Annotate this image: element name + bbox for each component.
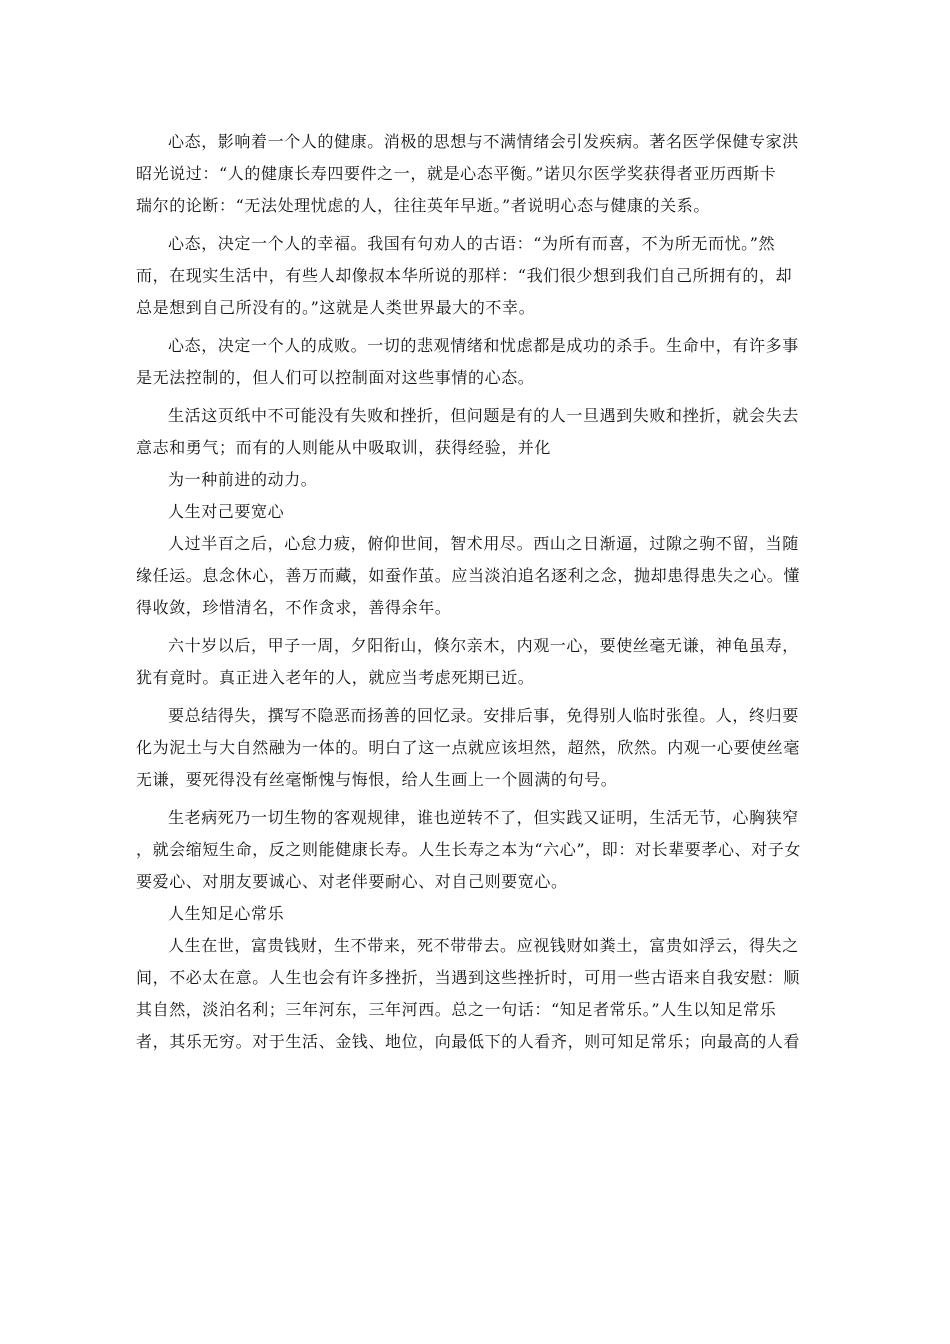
paragraph-mindset-happiness bbox=[136, 228, 818, 324]
text-line: 六十岁以后，甲子一周，夕阳衔山，倏尔亲木，内观一心，要使丝毫无谦，神龟虽寿， bbox=[168, 636, 799, 655]
text-line: 意志和勇气；而有的人则能从中吸取训，获得经验，并化 bbox=[136, 438, 552, 457]
document-body bbox=[136, 126, 818, 1058]
text-line: 其自然，淡泊名利；三年河东，三年河西。总之一句话：“知足者常乐。”人生以知足常乐 bbox=[136, 1000, 777, 1019]
text-line: 要总结得失，撰写不隐恶而扬善的回忆录。安排后事，免得别人临时张徨。人，终归要 bbox=[168, 706, 799, 725]
text-line: 总是想到自己所没有的。”这就是人类世界最大的不幸。 bbox=[136, 298, 536, 317]
paragraph-mindset-health bbox=[136, 126, 818, 222]
paragraph-after-sixty bbox=[136, 630, 818, 694]
text-line: 无谦，要死得没有丝毫惭愧与悔恨，给人生画上一个圆满的句号。 bbox=[136, 770, 618, 789]
text-line: 是无法控制的，但人们可以控制面对这些事情的心态。 bbox=[136, 368, 535, 387]
section-heading-contentment bbox=[136, 898, 818, 930]
text-line: ，就会缩短生命，反之则能健康长寿。人生长寿之本为“六心”，即：对长辈要孝心、对子女 bbox=[136, 840, 801, 859]
text-line: 为一种前进的动力。 bbox=[168, 470, 318, 489]
text-line: 缘任运。息念休心，善万而藏，如蚕作茧。应当淡泊追名逐利之念，抛却患得患失之心。懂 bbox=[136, 566, 801, 585]
text-line: 人过半百之后，心怠力疲，俯仰世间，智术用尽。西山之日渐逼，过隙之驹不留，当随 bbox=[168, 534, 799, 553]
section-heading: 人生知足心常乐 bbox=[168, 904, 285, 923]
text-line: 心态，影响着一个人的健康。消极的思想与不满情绪会引发疾病。著名医学保健专家洪 bbox=[168, 132, 799, 151]
text-line: 化为泥土与大自然融为一体的。明白了这一点就应该坦然，超然，欣然。内观一心要使丝毫 bbox=[136, 738, 801, 757]
text-line: 人生在世，富贵钱财，生不带来，死不带带去。应视钱财如粪土，富贵如浮云，得失之 bbox=[168, 936, 799, 955]
text-line: 生老病死乃一切生物的客观规律，谁也逆转不了，但实践又证明，生活无节，心胸狭窄 bbox=[168, 808, 799, 827]
paragraph-after-fifty bbox=[136, 528, 818, 624]
paragraph-mindset-success bbox=[136, 330, 818, 394]
text-line: 要爱心、对朋友要诚心、对老伴要耐心、对自己则要宽心。 bbox=[136, 872, 568, 891]
section-heading: 人生对己要宽心 bbox=[168, 502, 285, 521]
text-line: 者，其乐无穷。对于生活、金钱、地位，向最低下的人看齐，则可知足常乐；向最高的人看 bbox=[136, 1032, 801, 1051]
text-line: 瑞尔的论断：“无法处理忧虑的人，往往英年早逝。”者说明心态与健康的关系。 bbox=[136, 196, 710, 215]
paragraph-six-hearts bbox=[136, 802, 818, 898]
paragraph-memoir bbox=[136, 700, 818, 796]
text-line: 心态，决定一个人的成败。一切的悲观情绪和忧虑都是成功的杀手。生命中，有许多事 bbox=[168, 336, 799, 355]
text-line: 昭光说过：“人的健康长寿四要件之一，就是心态平衡。”诺贝尔医学奖获得者亚历西斯卡 bbox=[136, 164, 777, 183]
text-line: 犹有竟时。真正进入老年的人，就应当考虑死期已近。 bbox=[136, 668, 535, 687]
text-line: 而，在现实生活中，有些人却像叔本华所说的那样：“我们很少想到我们自己所拥有的，却 bbox=[136, 266, 793, 285]
text-line: 得收敛，珍惜清名，不作贪求，善得余年。 bbox=[136, 598, 452, 617]
text-line: 生活这页纸中不可能没有失败和挫折，但问题是有的人一旦遇到失败和挫折，就会失去 bbox=[168, 406, 799, 425]
paragraph-motivation bbox=[136, 464, 818, 496]
section-heading-broad-mind bbox=[136, 496, 818, 528]
text-line: 间，不必太在意。人生也会有许多挫折，当遇到这些挫折时，可用一些古语来自我安慰：顺 bbox=[136, 968, 801, 987]
paragraph-failure-setbacks bbox=[136, 400, 818, 464]
paragraph-contentment bbox=[136, 930, 818, 1058]
text-line: 心态，决定一个人的幸福。我国有句劝人的古语：“为所有而喜，不为所无而忧。”然 bbox=[168, 234, 776, 253]
